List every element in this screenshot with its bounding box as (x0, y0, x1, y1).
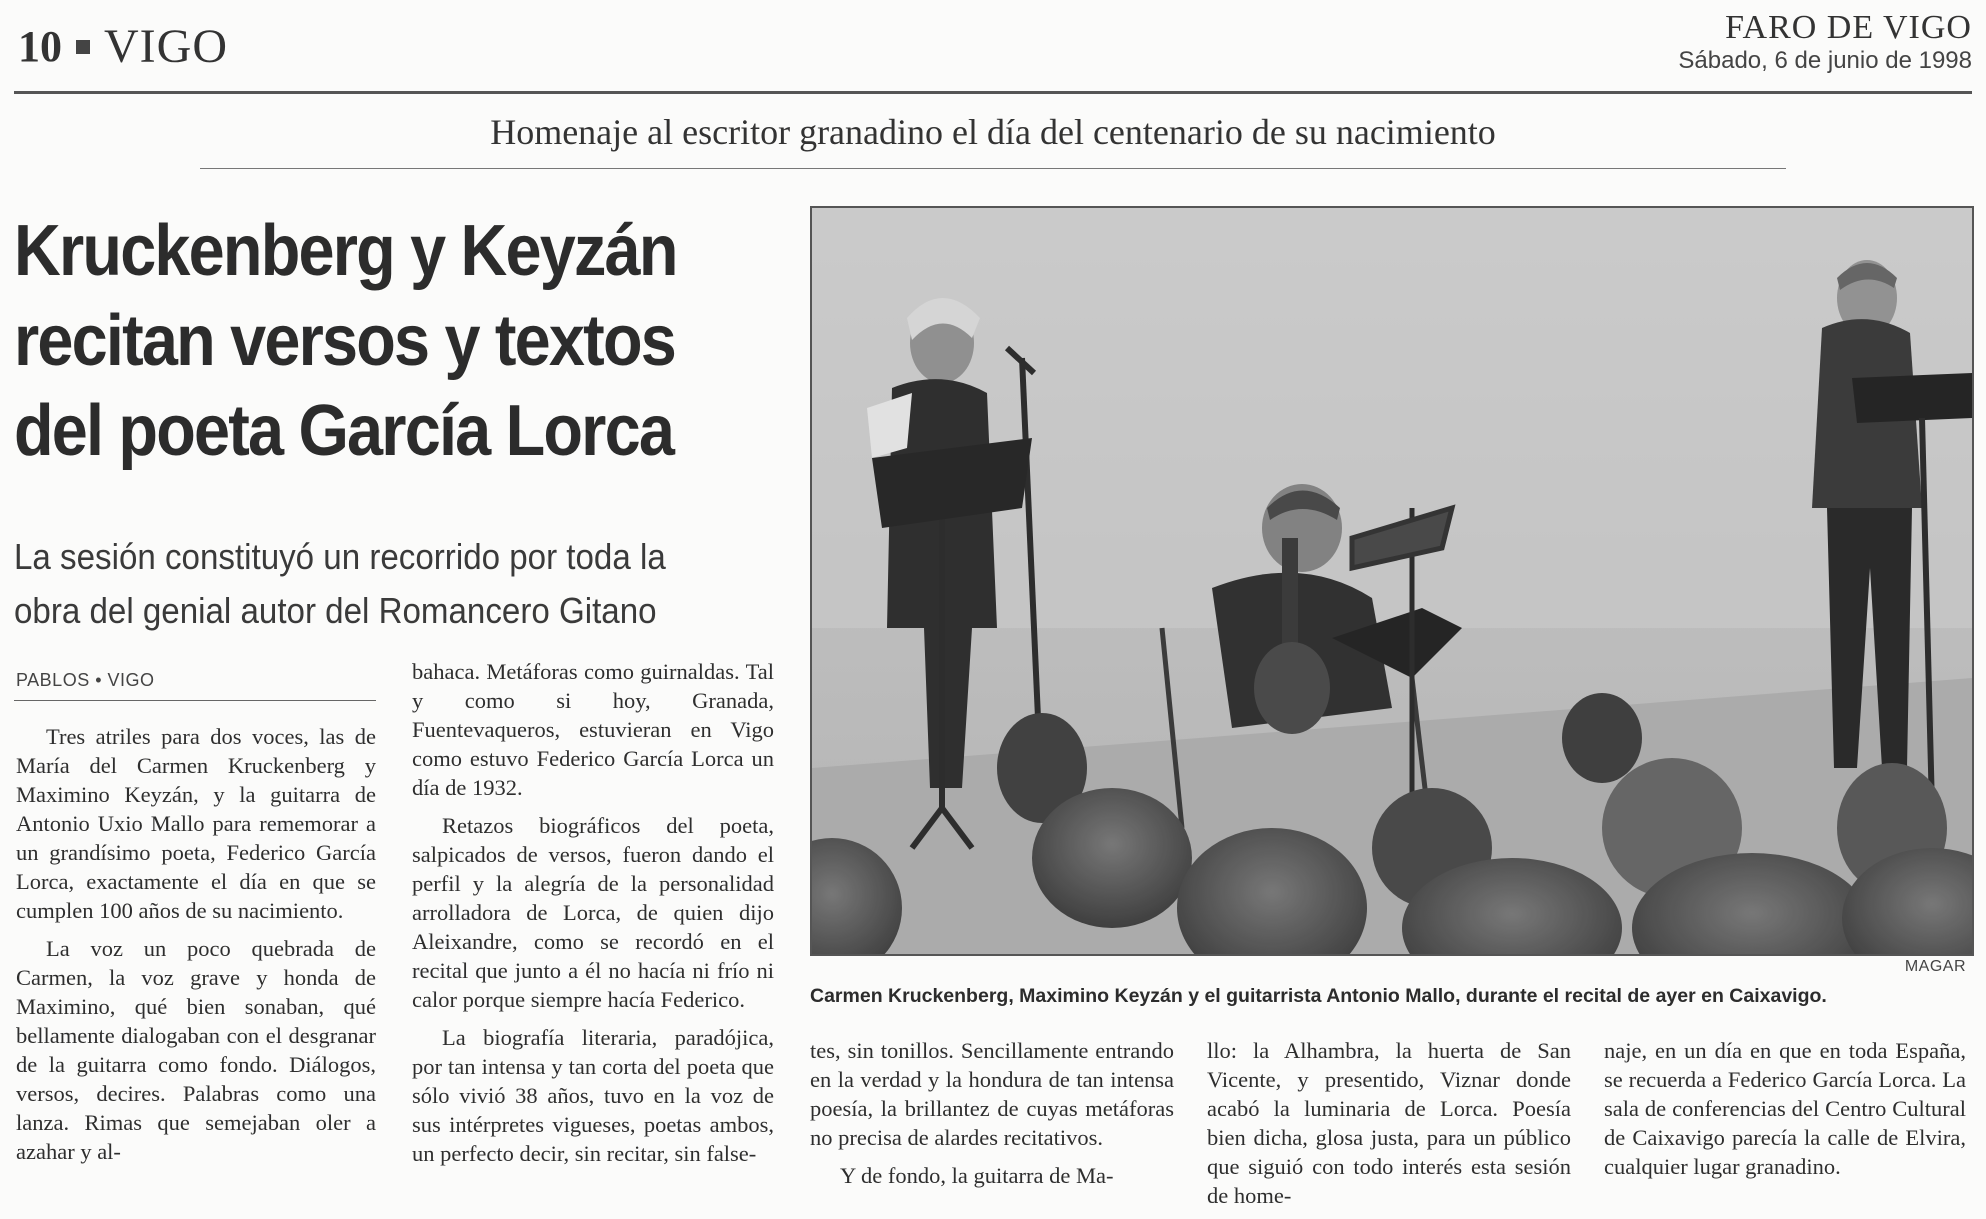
subheadline (14, 530, 732, 638)
paragraph: bahaca. Metáforas como guirnaldas. Tal y como si hoy, Granada, Fuentevaqueros, estuvieran en Vigo como estuvo Federico García Lorca un día de 1932. (412, 659, 774, 800)
paragraph: tes, sin tonillos. Sencillamente entrando en la verdad y la hondura de tan intensa poesía, la brillantez de cuyas metáforas no precisa de alardes recitativos. (810, 1038, 1174, 1150)
square-bullet-icon (76, 40, 90, 54)
article-column-3 (810, 1036, 1174, 1199)
photo-credit: MAGAR (1904, 958, 1966, 975)
article-column-2 (412, 657, 774, 1177)
paragraph: naje, en un día en que en toda España, se recuerda a Federico García Lorca. La sala de conferencias del Centro Cultural de Caixavigo parecía la calle de Elvira, cualquier lugar granadino. (1604, 1038, 1966, 1179)
masthead-rule (14, 91, 1972, 94)
paragraph: llo: la Alhambra, la huerta de San Vicente, y presentido, Viznar donde acabó la luminaria de Lorca. Poesía bien dicha, glosa justa, para un público que siguió con todo interés esta sesión de home- (1207, 1038, 1571, 1208)
article-column-5 (1604, 1036, 1966, 1190)
article-column-4 (1207, 1036, 1571, 1219)
headline-line: del poeta García Lorca (14, 391, 674, 471)
newspaper-name: FARO DE VIGO (1725, 9, 1972, 46)
headline (14, 206, 716, 476)
kicker-rule (200, 168, 1786, 169)
page-number: 10 (18, 22, 62, 71)
subheadline-line: La sesión constituyó un recorrido por toda la (14, 536, 666, 577)
paragraph: Tres atriles para dos voces, las de María del Carmen Kruckenberg y Maximino Keyzán, y la guitarra de Antonio Uxio Mallo para rememorar a un grandísimo poeta, Federico García Lorca, exactamente el día en que se cumplen 100 años de su nacimiento. (16, 724, 376, 923)
recital-photo-illustration (812, 208, 1972, 954)
byline: PABLOS • VIGO (16, 670, 155, 690)
headline-line: Kruckenberg y Keyzán (14, 211, 677, 291)
kicker: Homenaje al escritor granadino el día del centenario de su nacimiento (490, 112, 1496, 152)
paragraph: La biografía literaria, paradójica, por tan intensa y tan corta del poeta que sólo vivió 38 años, tuvo en la voz de sus intérpretes vigueses, poetas ambos, un perfecto decir, sin recitar, sin false- (412, 1025, 774, 1166)
article-column-1 (16, 722, 376, 1175)
headline-line: recitan versos y textos (14, 301, 675, 381)
byline-rule (14, 700, 376, 701)
paragraph: Y de fondo, la guitarra de Ma- (840, 1163, 1114, 1188)
section-name: VIGO (104, 20, 228, 73)
paragraph: Retazos biográficos del poeta, salpicados de versos, fueron dando el perfil y la alegría de la personalidad arrolladora de Lorca, de quien dijo Aleixandre, como se recordó en el recital que junto a él no hacía ni frío ni calor porque siempre hacía Federico. (412, 813, 774, 1012)
paragraph: La voz un poco quebrada de Carmen, la voz grave y honda de Maximino, qué bien sonaban, qué bellamente dialogaban con el desgranar de la guitarra como fondo. Diálogos, versos, decires. Palabras como una lanza. Rimas que semejaban oler a azahar y al- (16, 936, 376, 1164)
recital-photo (810, 206, 1974, 956)
photo-caption: Carmen Kruckenberg, Maximino Keyzán y el guitarrista Antonio Mallo, durante el recital de ayer en Caixavigo. (810, 985, 1827, 1007)
subheadline-line: obra del genial autor del Romancero Gitano (14, 590, 657, 631)
publication-date: Sábado, 6 de junio de 1998 (1678, 47, 1972, 74)
